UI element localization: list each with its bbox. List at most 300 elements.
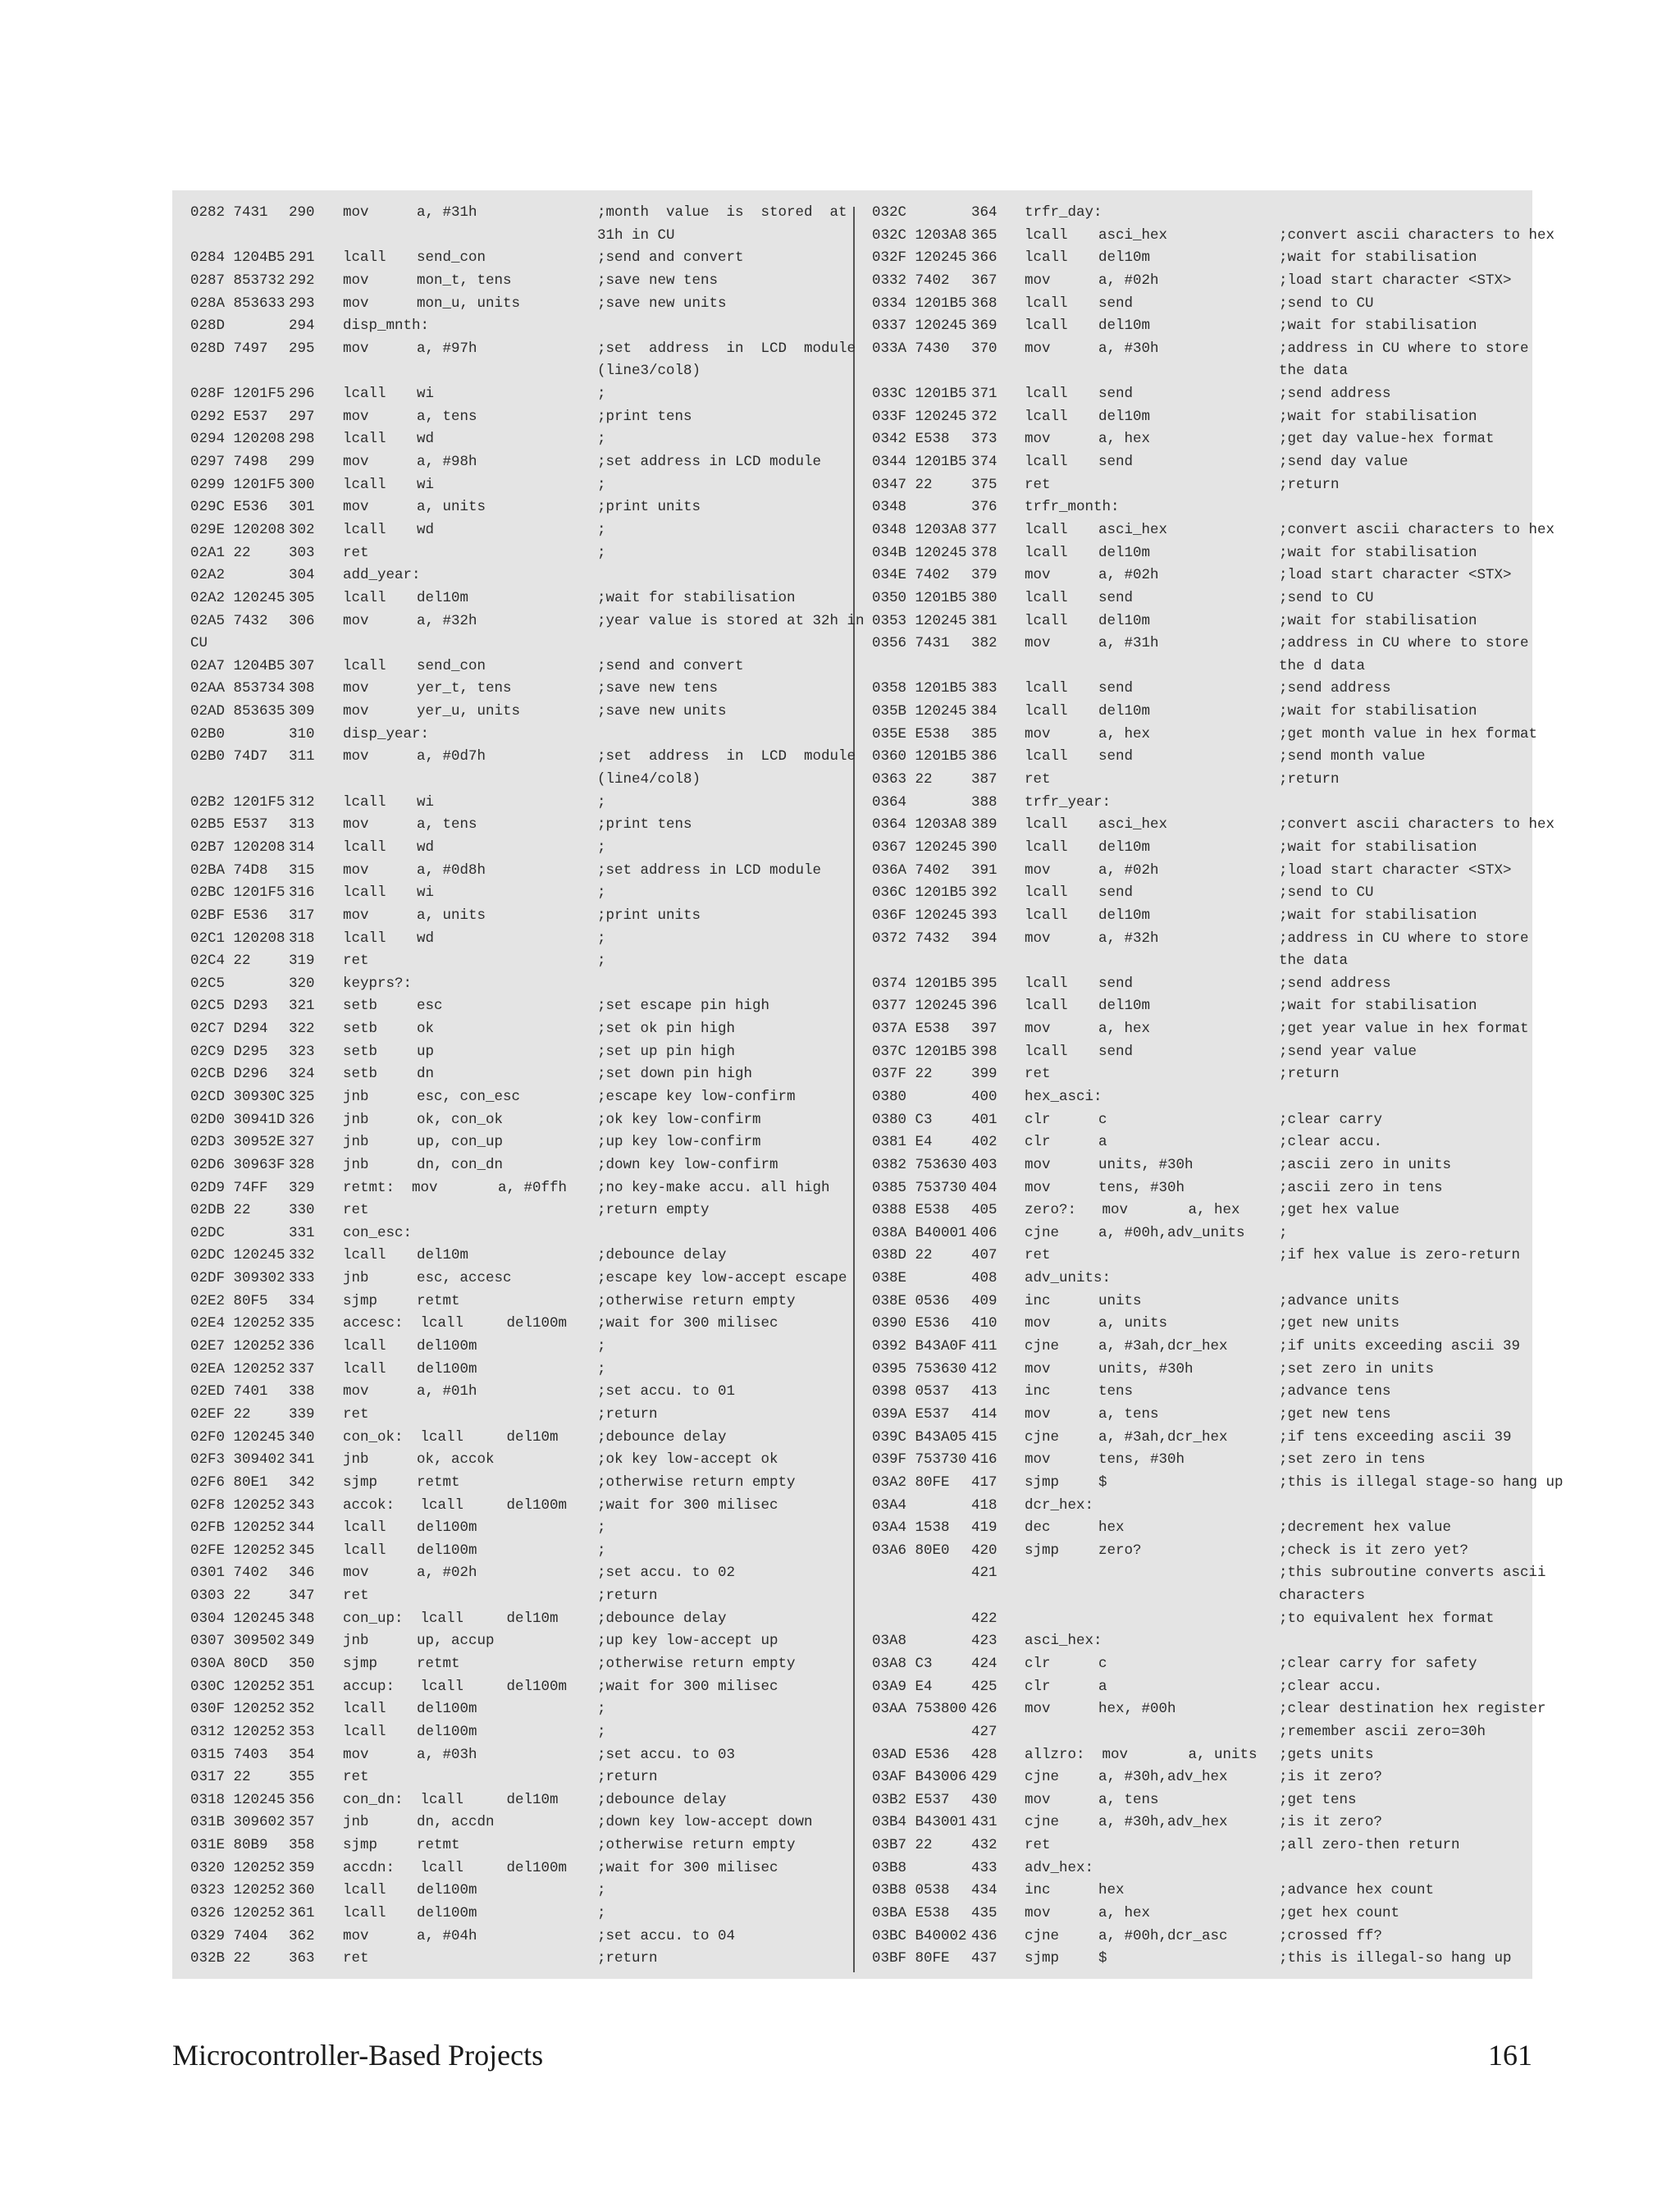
address: 033A 7430 [872,340,950,357]
address: 03A4 1538 [872,1519,950,1537]
line-number: 291 [289,249,315,267]
operand: mon_u, units [417,295,521,312]
line-number: 389 [971,816,998,834]
address: 02C1 120208 [190,930,285,947]
mnemonic: lcall [343,1519,386,1537]
comment: ;get tens [1279,1791,1357,1808]
operand: del10m [1098,408,1151,425]
comment: ;get month value in hex format [1279,725,1538,742]
line-number: 382 [971,635,998,652]
mnemonic: lcall [1025,1043,1068,1060]
comment: ;return [597,1769,658,1786]
mnemonic: jnb [343,1134,369,1151]
line-number: 349 [289,1633,315,1650]
operand: a, tens [1098,1405,1159,1423]
line-number: 330 [289,1202,315,1219]
line-number: 390 [971,838,998,856]
line-number: 391 [971,861,998,879]
address: 033C 1201B5 [872,386,967,403]
operand: del100m [417,1882,477,1899]
continuation: CU [190,635,208,652]
mnemonic: lcall [1025,318,1068,335]
mnemonic: lcall [1025,907,1068,924]
comment: ; [597,386,606,403]
address: 02E4 120252 [190,1315,285,1332]
address: 02D3 30952E [190,1134,285,1151]
operand: a, hex [1098,1905,1151,1922]
line-number: 342 [289,1473,315,1491]
operand: asci_hex [1098,816,1168,834]
operand: asci_hex [1098,226,1168,244]
address: 0320 120252 [190,1859,285,1876]
mnemonic: lcall [1025,249,1068,267]
line-number: 429 [971,1769,998,1786]
mnemonic: mov [1025,1451,1051,1469]
mnemonic: lcall [343,1542,386,1559]
mnemonic: inc [1025,1292,1051,1309]
line-number: 340 [289,1428,315,1446]
comment: ;send month value [1279,748,1426,765]
mnemonic: ret [343,1202,369,1219]
comment: ;if tens exceeding ascii 39 [1279,1428,1512,1446]
address: 02C9 D295 [190,1043,268,1060]
line-number: 331 [289,1224,315,1241]
operand: a, #02h [1098,272,1159,289]
line-number: 350 [289,1656,315,1672]
comment: ; [597,793,606,811]
mnemonic: ret [343,1588,369,1605]
comment: ;load start character <STX> [1279,272,1512,289]
address: 032F 120245 [872,249,967,267]
line-number: 401 [971,1111,998,1128]
operand: send_con [417,249,486,267]
operand: a, #04h [417,1927,477,1944]
address: 03A8 C3 [872,1656,933,1672]
book-title: Microcontroller-Based Projects [172,2039,544,2072]
line-number: 422 [971,1610,998,1627]
line-number: 411 [971,1338,998,1355]
comment: ;clear accu. [1279,1678,1383,1695]
comment: ;set accu. to 01 [597,1383,736,1400]
operand: a [1098,1678,1107,1695]
address: 0380 [872,1088,907,1105]
address: 0388 E538 [872,1202,950,1219]
line-number: 328 [289,1156,315,1173]
mnemonic: mov [1025,1905,1051,1922]
comment: ;send address [1279,386,1391,403]
operand: c [1098,1111,1107,1128]
operand: tens [1098,1383,1134,1400]
operand: a, hex [1098,725,1151,742]
comment: ;send to CU [1279,295,1374,312]
comment: ;is it zero? [1279,1814,1383,1831]
address: 0304 120245 [190,1610,285,1627]
mnemonic: lcall [1025,408,1068,425]
address: 02A2 120245 [190,589,285,606]
address: 0318 120245 [190,1791,285,1808]
comment: ;print tens [597,408,692,425]
line-number: 417 [971,1473,998,1491]
address: 0363 22 [872,771,933,788]
operand: wi [417,476,435,493]
mnemonic: lcall [343,884,386,902]
address: 02B0 74D7 [190,748,268,765]
line-number: 379 [971,567,998,584]
comment: ;wait for stabilisation [1279,408,1477,425]
operand: retmt [417,1656,460,1672]
comment: ;send and convert [597,657,744,674]
comment: ;save new units [597,703,727,720]
address: 0364 [872,793,907,811]
operand: ok, accok [417,1451,495,1469]
line-number: 365 [971,226,998,244]
comment: ; [597,1905,606,1922]
address: 02A1 22 [190,544,251,561]
address: 0350 1201B5 [872,589,967,606]
line-number: 394 [971,930,998,947]
mnemonic: lcall [343,793,386,811]
line-number: 393 [971,907,998,924]
line-number: 421 [971,1565,998,1582]
mnemonic: mov [1025,340,1051,357]
address: 02F8 120252 [190,1496,285,1514]
comment: ;advance units [1279,1292,1400,1309]
mnemonic: mov [1025,272,1051,289]
comment: ;get day value-hex format [1279,431,1495,448]
address: 029E 120208 [190,521,285,538]
mnemonic: lcall [1025,589,1068,606]
line-number: 301 [289,499,315,516]
mnemonic: ret [343,1769,369,1786]
address: 0332 7402 [872,272,950,289]
mnemonic: lcall [343,1882,386,1899]
comment: ;up key low-confirm [597,1134,761,1151]
comment: ;address in CU where to store [1279,340,1529,357]
comment: ;set zero in tens [1279,1451,1426,1469]
operand: retmt [417,1473,460,1491]
line-number: 356 [289,1791,315,1808]
line-number: 335 [289,1315,315,1332]
line-number: 314 [289,838,315,856]
comment: ; [597,1882,606,1899]
line-number: 388 [971,793,998,811]
mnemonic: disp_mnth: [343,318,430,335]
comment: ;year value is stored at 32h in [597,612,865,629]
address: 035B 120245 [872,703,967,720]
comment: ;get new units [1279,1315,1400,1332]
address: 0382 753630 [872,1156,967,1173]
comment: ;escape key low-confirm [597,1088,796,1105]
operand: del10m [1098,612,1151,629]
address: 028F 1201F5 [190,386,285,403]
operand: a, #3ah,dcr_hex [1098,1338,1228,1355]
comment: ;set accu. to 02 [597,1565,736,1582]
line-number: 320 [289,975,315,992]
mnemonic: clr [1025,1134,1051,1151]
comment: ;save new units [597,295,727,312]
comment: ;otherwise return empty [597,1292,796,1309]
line-number: 380 [971,589,998,606]
mnemonic: asci_hex: [1025,1633,1102,1650]
operand: del10m [1098,838,1151,856]
address: 038E 0536 [872,1292,950,1309]
mnemonic: mov [343,1927,369,1944]
comment: ;down key low-confirm [597,1156,778,1173]
operand: del100m [417,1723,477,1740]
operand: a, #32h [417,612,477,629]
line-number: 327 [289,1134,315,1151]
operand: a, #30h [1098,340,1159,357]
operand: send [1098,295,1134,312]
line-number: 305 [289,589,315,606]
mnemonic: cjne [1025,1224,1060,1241]
address: 0317 22 [190,1769,251,1786]
line-number: 370 [971,340,998,357]
comment: ;if hex value is zero-return [1279,1247,1521,1264]
address: 0299 1201F5 [190,476,285,493]
operand: ok, con_ok [417,1111,504,1128]
mnemonic: mov [1025,1791,1051,1808]
operand: wd [417,838,435,856]
line-number: 396 [971,998,998,1015]
address: 0385 753730 [872,1179,967,1196]
address: 0395 753630 [872,1360,967,1377]
mnemonic: mov [343,612,369,629]
mnemonic: jnb [343,1088,369,1105]
comment: ;set accu. to 03 [597,1746,736,1763]
operand: units, #30h [1098,1360,1194,1377]
comment: ;get year value in hex format [1279,1021,1529,1038]
operand: mon_t, tens [417,272,512,289]
address: 0329 7404 [190,1927,268,1944]
address: 02AA 853734 [190,680,285,697]
address: 0347 22 [872,476,933,493]
address: 02FB 120252 [190,1519,285,1537]
comment: ;return [1279,1066,1340,1083]
comment: ;set accu. to 04 [597,1927,736,1944]
address: 02DC [190,1224,226,1241]
line-number: 357 [289,1814,315,1831]
line-number: 325 [289,1088,315,1105]
operand: del10m [1098,998,1151,1015]
line-number: 308 [289,680,315,697]
line-number: 303 [289,544,315,561]
line-number: 397 [971,1021,998,1038]
mnemonic: mov [1025,1179,1051,1196]
address: 03B2 E537 [872,1791,950,1808]
address: 033F 120245 [872,408,967,425]
comment: ;wait for stabilisation [597,589,796,606]
mnemonic: trfr_month: [1025,499,1120,516]
address: 0287 853732 [190,272,285,289]
mnemonic: mov [1025,1405,1051,1423]
mnemonic: mov [343,907,369,924]
comment: ; [597,838,606,856]
address: 034E 7402 [872,567,950,584]
line-number: 392 [971,884,998,902]
address: 0392 B43A0F [872,1338,967,1355]
page-number: 161 [1488,2039,1532,2072]
line-number: 295 [289,340,315,357]
comment: ;no key-make accu. all high [597,1179,830,1196]
comment: ;wait for stabilisation [1279,318,1477,335]
comment: ;ascii zero in tens [1279,1179,1443,1196]
address: 02C4 22 [190,953,251,970]
mnemonic: lcall [1025,884,1068,902]
mnemonic: lcall [1025,838,1068,856]
line-number: 354 [289,1746,315,1763]
comment: ;debounce delay [597,1791,727,1808]
mnemonic: mov [1025,1156,1051,1173]
line-number: 360 [289,1882,315,1899]
address: 03A2 80FE [872,1473,950,1491]
operand: a, hex [1098,431,1151,448]
address: 02C5 D293 [190,998,268,1015]
mnemonic: dec [1025,1519,1051,1537]
line-number: 299 [289,454,315,471]
operand: c [1098,1656,1107,1672]
address: 02BC 1201F5 [190,884,285,902]
line-number: 409 [971,1292,998,1309]
operand: asci_hex [1098,521,1168,538]
comment: ;ok key low-accept ok [597,1451,778,1469]
mnemonic: lcall [343,249,386,267]
operand: units [1098,1292,1142,1309]
line-number: 377 [971,521,998,538]
comment: ;otherwise return empty [597,1473,796,1491]
comment: ;wait for stabilisation [1279,907,1477,924]
mnemonic: mov [343,1565,369,1582]
line-number: 376 [971,499,998,516]
operand: send [1098,589,1134,606]
operand: tens, #30h [1098,1451,1185,1469]
column-divider [853,207,855,1972]
comment: ;debounce delay [597,1428,727,1446]
line-number: 408 [971,1270,998,1287]
line-number: 426 [971,1701,998,1718]
line-number: 316 [289,884,315,902]
address: 0353 120245 [872,612,967,629]
line-number: 347 [289,1588,315,1605]
operand: send [1098,680,1134,697]
comment: the data [1279,363,1349,380]
mnemonic: ret [1025,771,1051,788]
comment: ;this subroutine converts ascii [1279,1565,1546,1582]
line-number: 430 [971,1791,998,1808]
line-number: 374 [971,454,998,471]
line-number: 375 [971,476,998,493]
line-number: 317 [289,907,315,924]
mnemonic: mov [343,748,369,765]
mnemonic: sjmp [343,1292,378,1309]
operand: send [1098,884,1134,902]
line-number: 412 [971,1360,998,1377]
address: 0303 22 [190,1588,251,1605]
operand: del10m [1098,544,1151,561]
operand: a, #0d8h [417,861,486,879]
address: 03A8 [872,1633,907,1650]
line-number: 435 [971,1905,998,1922]
line-number: 346 [289,1565,315,1582]
comment: ;if units exceeding ascii 39 [1279,1338,1521,1355]
comment: ;wait for stabilisation [1279,612,1477,629]
line-number: 300 [289,476,315,493]
address: 031E 80B9 [190,1837,268,1854]
comment: ;print units [597,907,701,924]
comment: ;send address [1279,975,1391,992]
mnemonic: jnb [343,1633,369,1650]
operand: wd [417,930,435,947]
address: 034B 120245 [872,544,967,561]
mnemonic: ret [1025,1837,1051,1854]
line-number: 334 [289,1292,315,1309]
mnemonic: allzro: mov a, units [1025,1746,1258,1763]
mnemonic: trfr_year: [1025,793,1112,811]
operand: a, tens [417,408,477,425]
address: 039A E537 [872,1405,950,1423]
mnemonic: lcall [1025,748,1068,765]
address: 02AD 853635 [190,703,285,720]
operand: a, #00h,adv_units [1098,1224,1245,1241]
address: 0398 0537 [872,1383,950,1400]
comment: ; [597,930,606,947]
mnemonic: lcall [343,1360,386,1377]
comment: ;otherwise return empty [597,1656,796,1672]
address: 028D [190,318,226,335]
mnemonic: dcr_hex: [1025,1496,1094,1514]
address: 02DB 22 [190,1202,251,1219]
operand: del100m [417,1905,477,1922]
address: 02D9 74FF [190,1179,268,1196]
address: 037C 1201B5 [872,1043,967,1060]
mnemonic: hex_asci: [1025,1088,1102,1105]
address: 0294 120208 [190,431,285,448]
line-number: 355 [289,1769,315,1786]
line-number: 364 [971,204,998,221]
comment: ; [597,1360,606,1377]
comment: ; [1279,1224,1288,1241]
mnemonic: jnb [343,1451,369,1469]
operand: retmt [417,1837,460,1854]
address: 02C7 D294 [190,1021,268,1038]
operand: esc, accesc [417,1270,512,1287]
comment: ;set zero in units [1279,1360,1435,1377]
operand: a, tens [1098,1791,1159,1808]
line-number: 414 [971,1405,998,1423]
comment: ;convert ascii characters to hex [1279,816,1555,834]
line-number: 372 [971,408,998,425]
mnemonic: lcall [1025,295,1068,312]
operand: send [1098,748,1134,765]
comment: ;send and convert [597,249,744,267]
operand: tens, #30h [1098,1179,1185,1196]
mnemonic: lcall [1025,816,1068,834]
address: 038D 22 [872,1247,933,1264]
line-number: 292 [289,272,315,289]
comment: ;return empty [597,1202,710,1219]
address: 0358 1201B5 [872,680,967,697]
address: 036F 120245 [872,907,967,924]
operand: del100m [417,1338,477,1355]
operand: units, #30h [1098,1156,1194,1173]
comment: ; [597,1723,606,1740]
line-number: 410 [971,1315,998,1332]
address: 02B7 120208 [190,838,285,856]
line-number: 322 [289,1021,315,1038]
line-number: 332 [289,1247,315,1264]
comment: ;debounce delay [597,1247,727,1264]
mnemonic: mov [343,272,369,289]
